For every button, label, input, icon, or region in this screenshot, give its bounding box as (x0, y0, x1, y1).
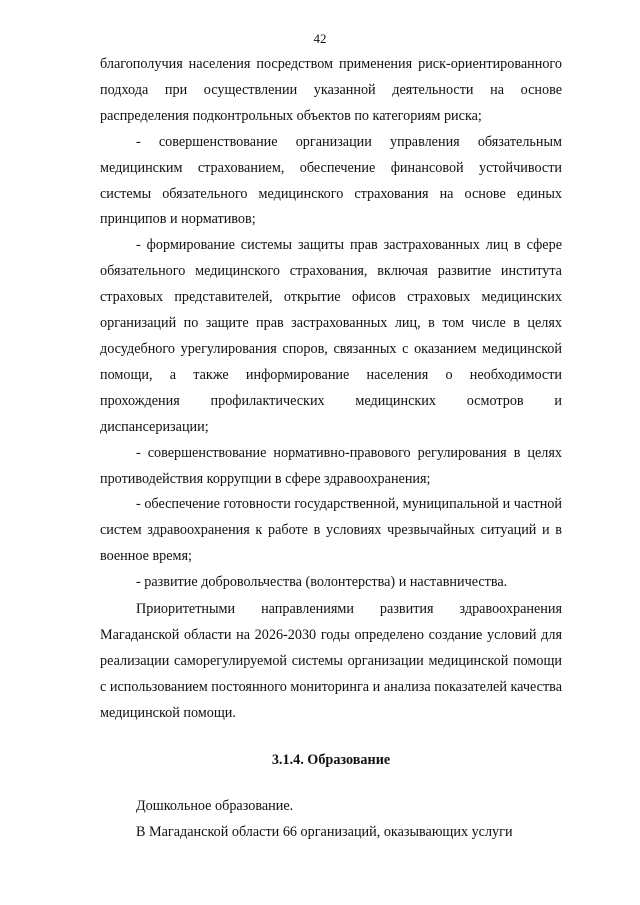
section-heading: 3.1.4. Образование (271, 751, 391, 768)
paragraph-organizations: В Магаданской области 66 организаций, оказывающих услуги (136, 824, 513, 841)
list-item-insured-rights: - формирование системы защиты прав застрахованных лиц в сфере обязательного медицинского страхования, включая развитие института страховых представителей, открытие офисов страховых медицинских организаций по защите прав застрахованных лиц, в том числе в целях досудебного урегулирования споров, связанных с оказанием медицинской помощи, а также информирование населения о необходимости прохождения профилактических медицинских осмотров и диспансеризации; (100, 237, 562, 435)
list-item-oms-management: - совершенствование организации управления обязательным медицинским страхованием, обеспечение финансовой устойчивости системы обязательного медицинского страхования на основе единых принципов и нормативов; (100, 133, 562, 228)
list-item-anti-corruption: - совершенствование нормативно-правового регулирования в целях противодействия коррупции в сфере здравоохранения; (100, 444, 562, 487)
paragraph-continuation: благополучия населения посредством применения риск-ориентированного подхода при осуществлении указанной деятельности на основе распределения подконтрольных объектов по категориям риска; (100, 56, 562, 124)
paragraph-preschool: Дошкольное образование. (136, 798, 294, 815)
page-number: 42 (313, 31, 327, 46)
list-item-volunteering: - развитие добровольчества (волонтерства) и наставничества. (136, 574, 508, 591)
paragraph-priorities: Приоритетными направлениями развития здравоохранения Магаданской области на 2026-2030 годы определено создание условий для реализации саморегулируемой системы организации медицинской помощи с использованием постоянного мониторинга и анализа показателей качества медицинской помощи. (100, 601, 562, 721)
document-body (100, 52, 562, 846)
list-item-emergency-readiness: - обеспечение готовности государственной, муниципальной и частной систем здравоохранения к работе в условиях чрезвычайных ситуаций и в военное время; (100, 496, 562, 565)
